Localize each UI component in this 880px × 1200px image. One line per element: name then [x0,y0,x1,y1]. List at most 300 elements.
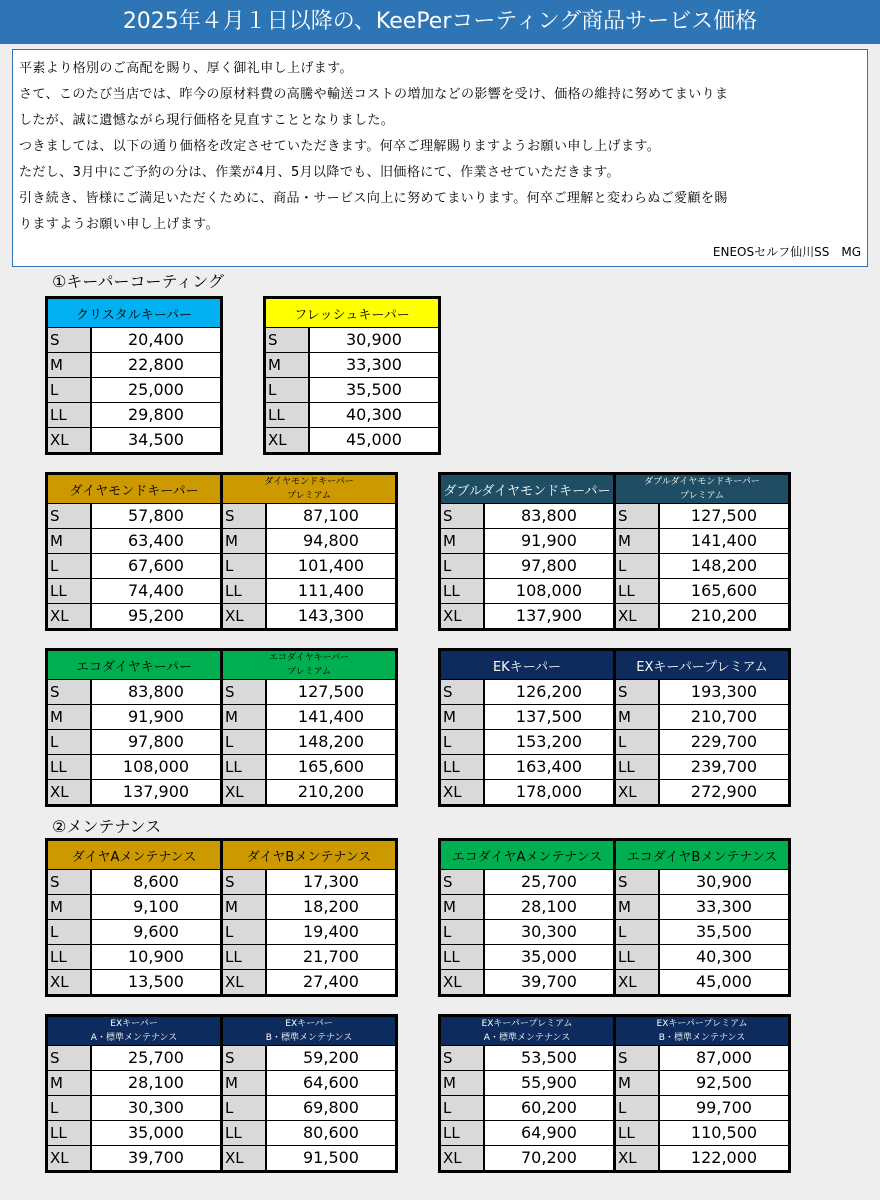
size-label: M [616,529,658,553]
product-header [441,475,613,503]
price-column [223,841,395,994]
product-name: B・標準メンテナンス [265,1033,353,1043]
size-label: LL [616,1121,658,1145]
price-value: 148,200 [660,554,788,578]
price-row [441,895,613,919]
product-name: エコダイヤAメンテナンス [451,849,603,865]
size-label: L [223,1096,265,1120]
price-value: 53,500 [485,1046,613,1070]
notice-line: さて、このたび当店では、昨今の原材料費の高騰や輸送コストの増加などの影響を受け、価格の維持に努めてまいりま [19,87,729,102]
price-value: 101,400 [267,554,395,578]
price-row [48,1146,220,1170]
size-label: M [441,1071,483,1095]
size-label: M [48,353,90,377]
price-row [266,328,438,352]
price-value: 92,500 [660,1071,788,1095]
price-row [441,554,613,578]
size-label: LL [48,755,90,779]
price-table [438,838,791,997]
price-row [48,403,220,427]
price-row [441,705,613,729]
size-label: LL [48,579,90,603]
size-label: L [48,378,90,402]
price-row [441,970,613,994]
notice-box [12,49,868,267]
price-value: 108,000 [485,579,613,603]
product-header [48,1017,220,1045]
price-value: 10,900 [92,945,220,969]
price-column [223,475,395,628]
price-row [616,554,788,578]
size-label: S [48,504,90,528]
price-row [616,920,788,944]
size-label: L [223,554,265,578]
price-value: 63,400 [92,529,220,553]
price-row [223,895,395,919]
price-column [48,841,220,994]
price-row [441,1146,613,1170]
size-label: XL [48,1146,90,1170]
size-label: XL [223,604,265,628]
size-label: L [616,1096,658,1120]
section-heading-coating: ①キーパーコーティング [52,272,224,291]
price-value: 57,800 [92,504,220,528]
price-row [48,328,220,352]
price-column [48,651,220,804]
price-row [266,428,438,452]
price-table [438,472,791,631]
price-column [441,841,613,994]
size-label: S [441,504,483,528]
size-label: XL [441,604,483,628]
price-value: 8,600 [92,870,220,894]
price-row [616,970,788,994]
product-name: ダブルダイヤモンドキーパー [644,477,760,487]
size-label: LL [223,945,265,969]
price-row [48,604,220,628]
price-value: 28,100 [92,1071,220,1095]
product-name: ダイヤモンドキーパー [264,477,354,487]
price-row [616,895,788,919]
size-label: XL [223,1146,265,1170]
price-value: 83,800 [92,680,220,704]
price-column [48,299,220,452]
price-value: 34,500 [92,428,220,452]
notice-line: ただし、3月中にご予約の分は、作業が4月、5月以降でも、旧価格にて、作業させていただきます。 [19,165,620,180]
product-name: EXキーパー [110,1019,158,1029]
size-label: M [616,895,658,919]
notice-line: 引き続き、皆様にご満足いただくために、商品・サービス向上に努めてまいります。何卒ご理解と変わらぬご愛顧を賜 [19,191,728,206]
price-row [223,504,395,528]
price-value: 137,900 [92,780,220,804]
size-label: S [616,1046,658,1070]
price-row [616,705,788,729]
product-name: B・標準メンテナンス [658,1033,746,1043]
price-value: 108,000 [92,755,220,779]
size-label: S [616,870,658,894]
price-row [441,920,613,944]
price-row [48,378,220,402]
size-label: LL [223,579,265,603]
price-row [616,529,788,553]
price-value: 137,500 [485,705,613,729]
price-value: 40,300 [310,403,438,427]
size-label: S [48,328,90,352]
size-label: L [441,730,483,754]
size-label: LL [441,945,483,969]
price-column [616,475,788,628]
size-label: LL [48,403,90,427]
price-row [616,870,788,894]
size-label: L [223,730,265,754]
price-row [441,730,613,754]
price-row [441,780,613,804]
price-column [441,475,613,628]
size-label: LL [48,945,90,969]
price-value: 28,100 [485,895,613,919]
product-header [616,475,788,503]
price-value: 35,500 [660,920,788,944]
price-table [45,838,398,997]
product-name: ダイヤモンドキーパー [69,483,199,499]
price-row [223,604,395,628]
price-table [45,648,398,807]
product-name: エコダイヤキーパー [75,659,193,675]
price-row [616,730,788,754]
price-row [48,705,220,729]
size-label: LL [441,1121,483,1145]
price-table [45,1014,398,1173]
price-value: 39,700 [485,970,613,994]
notice-line: りますようお願い申し上げます。 [19,217,219,232]
size-label: M [48,705,90,729]
price-value: 33,300 [660,895,788,919]
price-row [616,1096,788,1120]
price-row [223,1096,395,1120]
price-value: 83,800 [485,504,613,528]
size-label: S [616,504,658,528]
price-value: 33,300 [310,353,438,377]
size-label: L [616,730,658,754]
price-column [616,841,788,994]
price-row [48,730,220,754]
price-value: 80,600 [267,1121,395,1145]
price-row [441,755,613,779]
product-name: エコダイヤキーパー [268,653,350,663]
price-value: 21,700 [267,945,395,969]
price-row [48,970,220,994]
price-value: 69,800 [267,1096,395,1120]
size-label: XL [223,780,265,804]
section-heading-maintenance: ②メンテナンス [52,817,162,836]
price-row [223,579,395,603]
size-label: M [223,705,265,729]
price-row [223,945,395,969]
price-value: 127,500 [660,504,788,528]
price-row [223,554,395,578]
price-value: 110,500 [660,1121,788,1145]
size-label: M [223,895,265,919]
price-value: 40,300 [660,945,788,969]
size-label: L [48,920,90,944]
price-row [48,1121,220,1145]
price-value: 70,200 [485,1146,613,1170]
price-row [48,945,220,969]
price-row [616,680,788,704]
size-label: XL [441,970,483,994]
price-value: 87,000 [660,1046,788,1070]
size-label: M [48,1071,90,1095]
price-value: 19,400 [267,920,395,944]
price-row [616,1121,788,1145]
product-name: EXキーパープレミアム [481,1019,573,1029]
price-column [223,1017,395,1170]
size-label: XL [616,604,658,628]
price-table [438,1014,791,1173]
size-label: S [223,870,265,894]
product-name: ダイヤAメンテナンス [71,849,197,865]
price-table [438,648,791,807]
price-row [441,579,613,603]
price-value: 97,800 [92,730,220,754]
size-label: XL [223,970,265,994]
product-header [616,841,788,869]
product-name: EXキーパープレミアム [656,1019,748,1029]
size-label: LL [48,1121,90,1145]
price-column [266,299,438,452]
price-row [48,428,220,452]
price-row [441,529,613,553]
size-label: M [48,529,90,553]
price-value: 60,200 [485,1096,613,1120]
size-label: L [616,554,658,578]
price-row [48,579,220,603]
price-value: 141,400 [660,529,788,553]
product-name: ダブルダイヤモンドキーパー [443,483,611,499]
price-column [441,1017,613,1170]
product-name: プレミアム [286,667,331,677]
price-row [266,403,438,427]
price-row [48,1096,220,1120]
price-column [48,1017,220,1170]
price-row [616,1046,788,1070]
price-row [441,1046,613,1070]
size-label: S [441,680,483,704]
product-header [441,841,613,869]
price-value: 111,400 [267,579,395,603]
price-value: 95,200 [92,604,220,628]
price-column [616,1017,788,1170]
price-table [45,296,223,455]
price-row [223,730,395,754]
size-label: XL [48,604,90,628]
product-name: フレッシュキーパー [294,307,410,323]
price-row [48,353,220,377]
price-row [616,504,788,528]
price-row [616,579,788,603]
product-header [223,475,395,503]
size-label: LL [441,755,483,779]
price-row [266,378,438,402]
price-row [223,755,395,779]
size-label: S [48,1046,90,1070]
size-label: S [48,870,90,894]
size-label: LL [616,755,658,779]
size-label: L [441,1096,483,1120]
price-value: 25,700 [485,870,613,894]
size-label: L [266,378,308,402]
size-label: LL [441,579,483,603]
price-value: 67,600 [92,554,220,578]
size-label: L [223,920,265,944]
price-value: 20,400 [92,328,220,352]
size-label: M [616,705,658,729]
page-title: 2025年４月１日以降の、KeePerコーティング商品サービス価格 [0,0,880,44]
price-value: 91,900 [485,529,613,553]
price-row [223,529,395,553]
notice-line: つきましては、以下の通り価格を改定させていただきます。何卒ご理解賜りますようお願い申し上げます。 [19,139,661,154]
size-label: M [441,529,483,553]
price-value: 153,200 [485,730,613,754]
size-label: M [266,353,308,377]
price-row [48,1046,220,1070]
size-label: S [223,680,265,704]
price-value: 148,200 [267,730,395,754]
price-value: 25,000 [92,378,220,402]
price-row [48,554,220,578]
price-value: 35,000 [92,1121,220,1145]
product-name: EKキーパー [492,659,562,675]
product-name: A・標準メンテナンス [483,1033,571,1043]
price-row [48,920,220,944]
size-label: S [616,680,658,704]
size-label: XL [48,970,90,994]
price-value: 178,000 [485,780,613,804]
price-value: 55,900 [485,1071,613,1095]
size-label: M [441,895,483,919]
size-label: L [48,554,90,578]
price-row [616,755,788,779]
price-value: 27,400 [267,970,395,994]
product-header [441,1017,613,1045]
product-name: プレミアム [679,491,724,501]
size-label: LL [223,1121,265,1145]
price-value: 126,200 [485,680,613,704]
price-table [45,472,398,631]
size-label: L [441,920,483,944]
price-value: 39,700 [92,1146,220,1170]
price-row [48,504,220,528]
price-value: 143,300 [267,604,395,628]
price-row [223,970,395,994]
product-name: クリスタルキーパー [75,307,193,323]
price-row [48,755,220,779]
price-value: 137,900 [485,604,613,628]
price-row [48,895,220,919]
price-value: 59,200 [267,1046,395,1070]
size-label: S [266,328,308,352]
product-header [48,475,220,503]
price-row [223,780,395,804]
price-value: 45,000 [310,428,438,452]
price-value: 239,700 [660,755,788,779]
price-value: 30,900 [310,328,438,352]
price-row [223,1071,395,1095]
size-label: XL [616,1146,658,1170]
price-value: 97,800 [485,554,613,578]
size-label: S [48,680,90,704]
price-row [441,604,613,628]
price-row [223,1146,395,1170]
price-value: 17,300 [267,870,395,894]
price-row [441,680,613,704]
price-value: 30,300 [92,1096,220,1120]
price-value: 94,800 [267,529,395,553]
size-label: M [223,1071,265,1095]
price-row [616,604,788,628]
price-column [223,651,395,804]
price-value: 210,200 [267,780,395,804]
product-header [266,299,438,327]
price-value: 99,700 [660,1096,788,1120]
price-value: 64,600 [267,1071,395,1095]
price-row [223,920,395,944]
product-header [223,651,395,679]
price-value: 9,600 [92,920,220,944]
size-label: XL [266,428,308,452]
product-header [48,651,220,679]
notice-line: したが、誠に遺憾ながら現行価格を見直すこととなりました。 [19,113,395,128]
product-header [48,841,220,869]
size-label: XL [48,780,90,804]
price-row [441,1071,613,1095]
price-value: 45,000 [660,970,788,994]
size-label: LL [223,755,265,779]
price-value: 272,900 [660,780,788,804]
product-name: A・標準メンテナンス [90,1033,178,1043]
product-header [441,651,613,679]
price-row [48,780,220,804]
price-row [266,353,438,377]
price-value: 30,300 [485,920,613,944]
price-value: 210,200 [660,604,788,628]
price-table [263,296,441,455]
price-value: 9,100 [92,895,220,919]
size-label: S [441,870,483,894]
size-label: L [48,1096,90,1120]
price-row [441,1096,613,1120]
price-value: 165,600 [267,755,395,779]
size-label: M [616,1071,658,1095]
size-label: L [616,920,658,944]
price-row [616,780,788,804]
product-header [48,299,220,327]
size-label: S [223,504,265,528]
price-row [441,945,613,969]
price-value: 25,700 [92,1046,220,1070]
price-row [48,529,220,553]
product-header [223,1017,395,1045]
price-value: 35,000 [485,945,613,969]
price-column [48,475,220,628]
product-name: ダイヤBメンテナンス [246,849,372,865]
price-value: 122,000 [660,1146,788,1170]
price-row [223,705,395,729]
price-value: 30,900 [660,870,788,894]
size-label: L [48,730,90,754]
price-row [223,1121,395,1145]
price-value: 163,400 [485,755,613,779]
